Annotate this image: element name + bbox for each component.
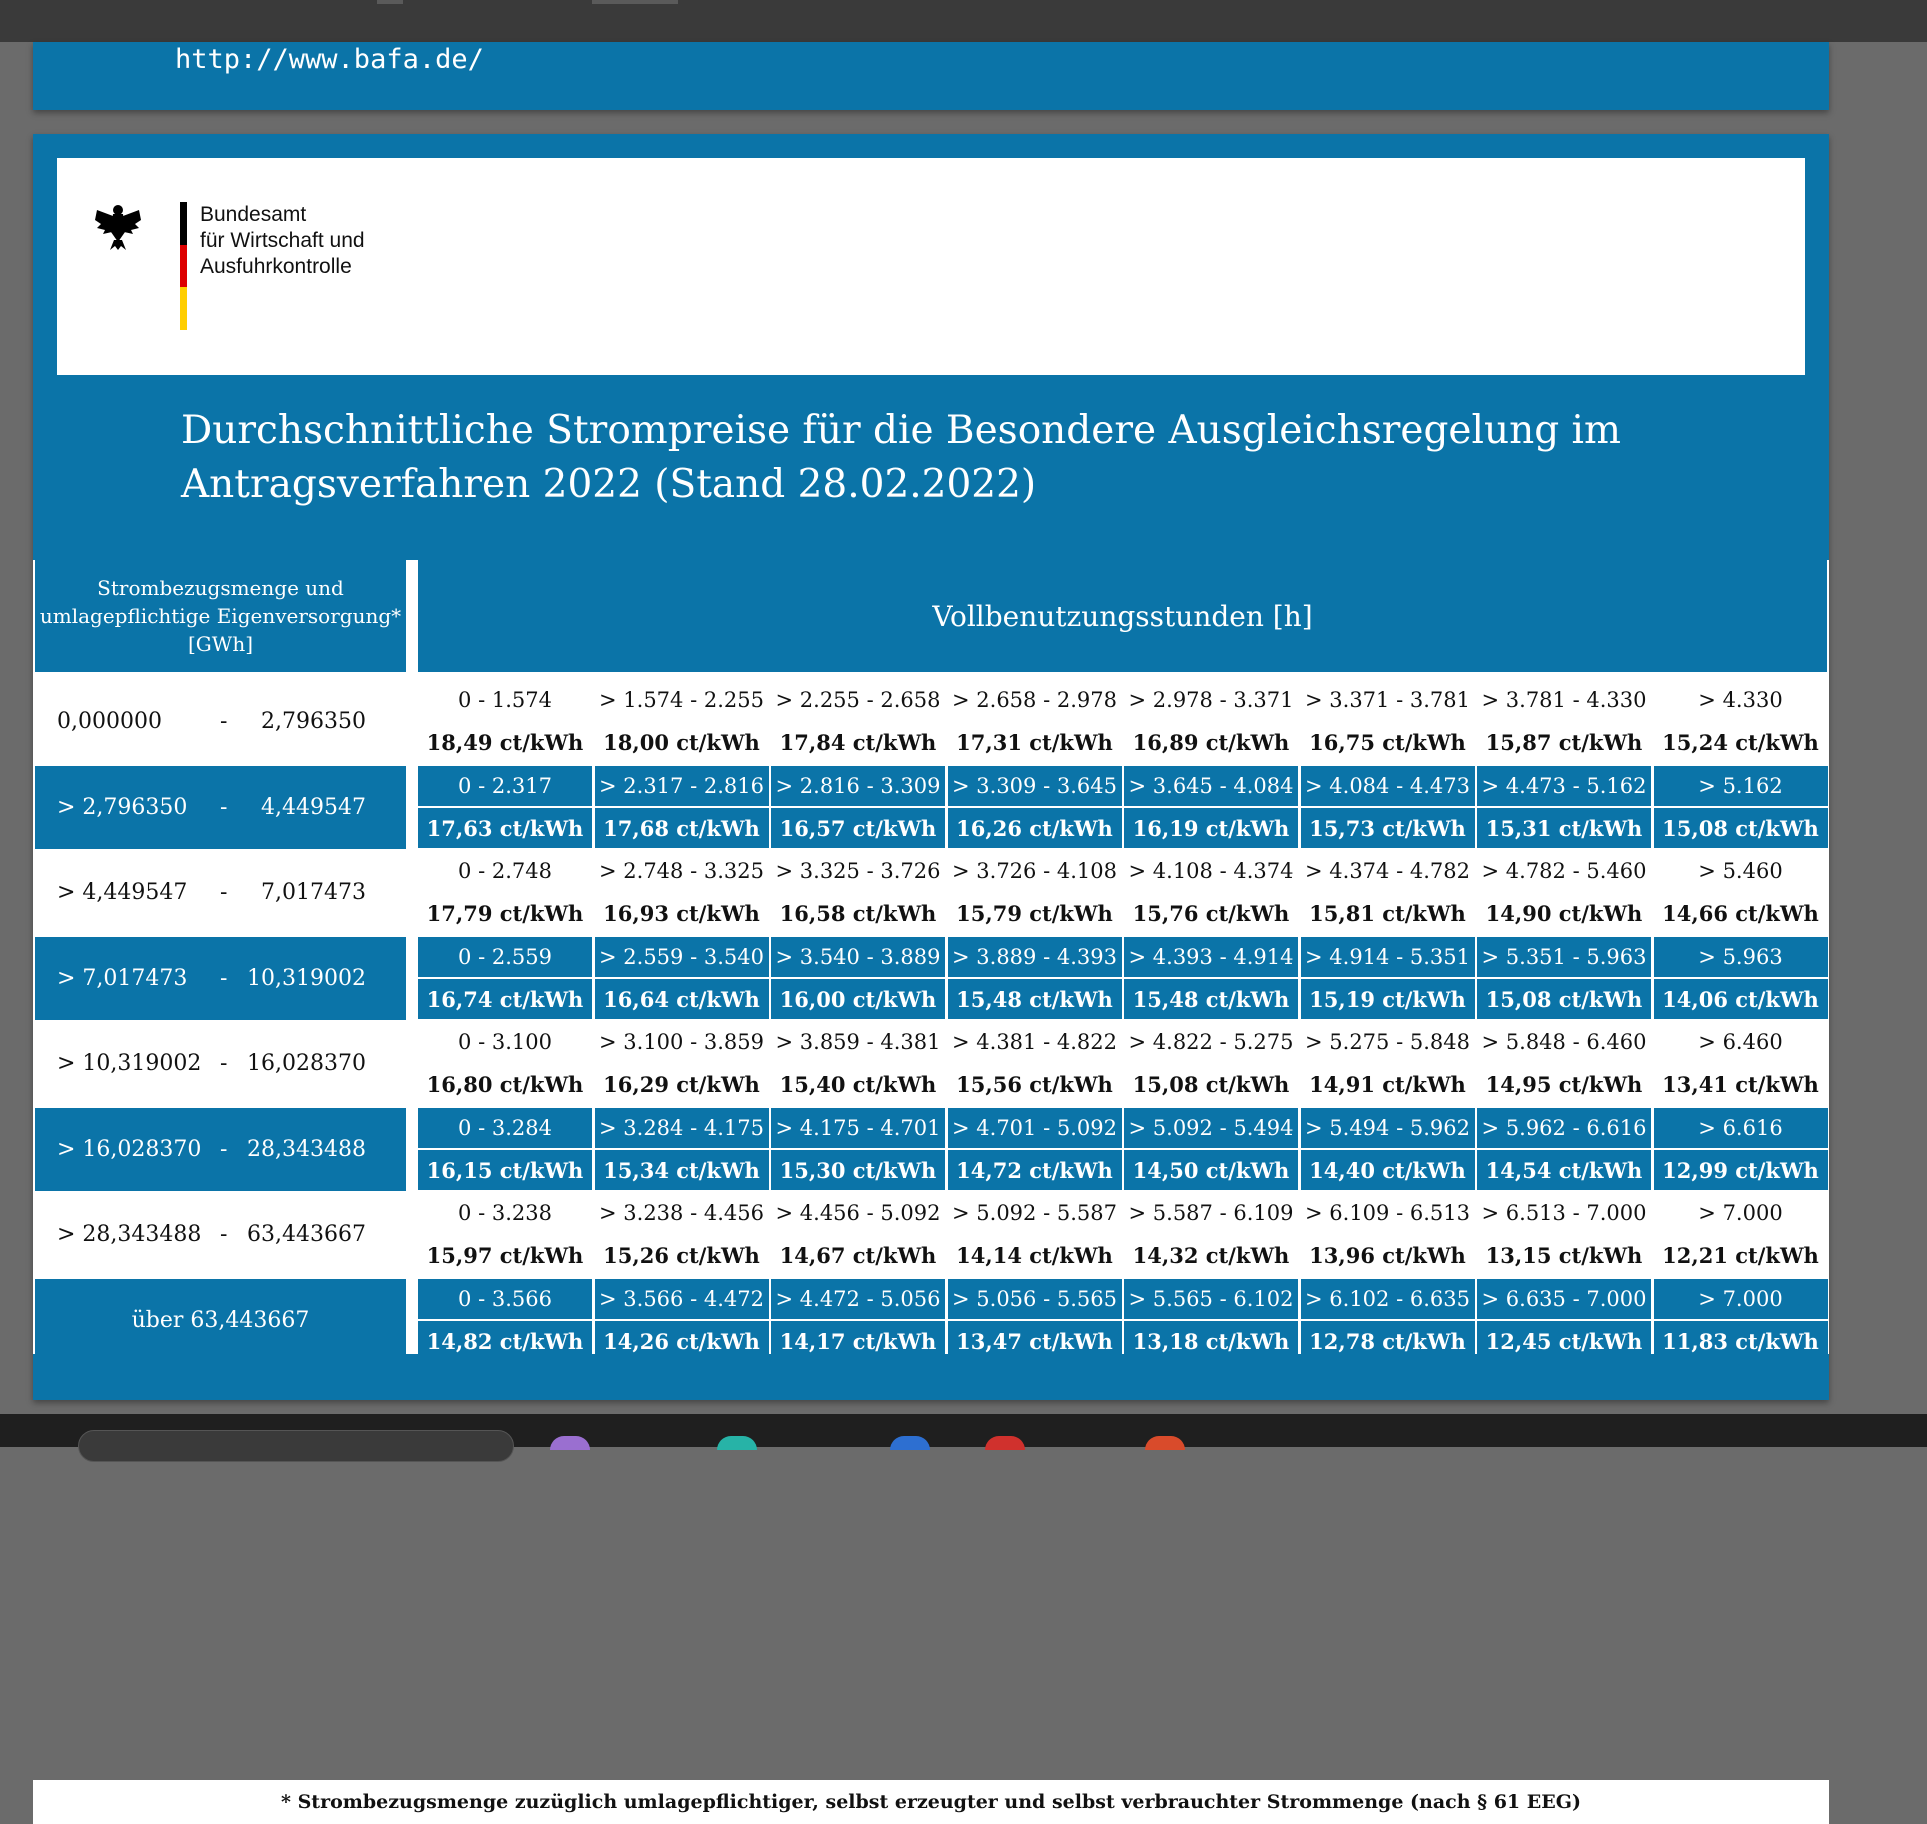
hours-range-cell: > 4.456 - 5.092 [771, 1193, 945, 1233]
price-cell: 16,64 ct/kWh [595, 979, 769, 1019]
consumption-range-row [35, 766, 406, 849]
consumption-from: > 10,319002 [57, 1051, 202, 1076]
hours-range-cell: > 3.325 - 3.726 [771, 851, 945, 891]
range-dash: - [220, 965, 228, 991]
hours-range-cell: > 4.822 - 5.275 [1124, 1022, 1298, 1062]
consumption-range-row [35, 1193, 406, 1276]
price-cell: 14,40 ct/kWh [1301, 1150, 1475, 1190]
price-cell: 14,91 ct/kWh [1301, 1065, 1475, 1105]
price-cell: 15,08 ct/kWh [1124, 1065, 1298, 1105]
hours-range-cell: > 6.513 - 7.000 [1477, 1193, 1651, 1233]
price-cell: 17,68 ct/kWh [595, 808, 769, 848]
page-card [33, 134, 1829, 1813]
consumption-range-row [35, 851, 406, 934]
price-cell: 16,80 ct/kWh [418, 1065, 592, 1105]
consumption-from: 0,000000 [57, 709, 162, 734]
hours-range-cell: > 4.701 - 5.092 [948, 1108, 1122, 1148]
price-cell: 14,14 ct/kWh [948, 1236, 1122, 1276]
consumption-to: 16,028370 [247, 1051, 366, 1076]
consumption-from: > 16,028370 [57, 1136, 202, 1162]
header-line: umlagepflichtige Eigenversorgung* [39, 604, 402, 628]
consumption-range-row [35, 1279, 406, 1362]
hours-header: Vollbenutzungsstunden [h] [418, 560, 1827, 672]
hours-range-cell: > 2.658 - 2.978 [948, 680, 1122, 720]
hours-range-cell: > 3.566 - 4.472 [595, 1279, 769, 1319]
hours-range-cell: > 4.381 - 4.822 [948, 1022, 1122, 1062]
price-cell: 15,34 ct/kWh [595, 1150, 769, 1190]
hours-range-cell: > 4.330 [1654, 680, 1828, 720]
left-column-header [35, 560, 406, 672]
hours-range-cell: 0 - 3.566 [418, 1279, 592, 1319]
hours-range-cell: > 5.092 - 5.587 [948, 1193, 1122, 1233]
hours-range-cell: > 5.494 - 5.962 [1301, 1108, 1475, 1148]
hours-range-cell: > 4.782 - 5.460 [1477, 851, 1651, 891]
consumption-to: 7,017473 [261, 880, 366, 905]
hours-range-cell: > 5.565 - 6.102 [1124, 1279, 1298, 1319]
hours-range-cell: > 3.889 - 4.393 [948, 937, 1122, 977]
hours-range-cell: > 4.175 - 4.701 [771, 1108, 945, 1148]
hours-range-cell: > 1.574 - 2.255 [595, 680, 769, 720]
consumption-to: 10,319002 [247, 965, 366, 991]
price-cell: 15,08 ct/kWh [1654, 808, 1828, 848]
price-cell: 15,73 ct/kWh [1301, 808, 1475, 848]
agency-logo-box [57, 158, 1805, 375]
range-dash: - [220, 1222, 228, 1247]
hours-range-cell: 0 - 3.100 [418, 1022, 592, 1062]
hours-range-cell: > 4.472 - 5.056 [771, 1279, 945, 1319]
price-cell: 16,15 ct/kWh [418, 1150, 592, 1190]
price-cell: 15,56 ct/kWh [948, 1065, 1122, 1105]
range-dash: - [220, 1051, 228, 1076]
title-line: Durchschnittliche Strompreise für die Besondere Ausgleichsregelung im [181, 408, 1622, 453]
app-icon[interactable] [1145, 1436, 1185, 1450]
price-cell: 15,31 ct/kWh [1477, 808, 1651, 848]
source-url[interactable]: http://www.bafa.de/ [175, 44, 484, 75]
price-cell: 14,50 ct/kWh [1124, 1150, 1298, 1190]
hours-range-cell: > 5.056 - 5.565 [948, 1279, 1122, 1319]
hours-range-cell: > 4.374 - 4.782 [1301, 851, 1475, 891]
agency-line: Bundesamt [200, 203, 307, 226]
os-taskbar [0, 1414, 1927, 1447]
viewer-toolbar [0, 0, 1927, 42]
price-cell: 13,18 ct/kWh [1124, 1321, 1298, 1361]
consumption-range-row [35, 680, 406, 763]
flag-stripe-gold [180, 287, 187, 330]
header-line: Strombezugsmenge und [97, 576, 344, 600]
app-icon[interactable] [717, 1436, 757, 1450]
hours-range-cell: > 3.309 - 3.645 [948, 766, 1122, 806]
header-line: [GWh] [187, 632, 254, 656]
price-cell: 15,79 ct/kWh [948, 894, 1122, 934]
title-line: Antragsverfahren 2022 (Stand 28.02.2022) [181, 462, 1037, 507]
price-cell: 15,97 ct/kWh [418, 1236, 592, 1276]
price-cell: 15,81 ct/kWh [1301, 894, 1475, 934]
price-cell: 14,66 ct/kWh [1654, 894, 1828, 934]
hours-range-cell: > 4.914 - 5.351 [1301, 937, 1475, 977]
footnote: * Strombezugsmenge zuzüglich umlagepflichtiger, selbst erzeugter und selbst verbrauchter Strommenge (nach § 61 EEG) [33, 1780, 1829, 1824]
app-icon[interactable] [890, 1436, 930, 1450]
price-cell: 14,06 ct/kWh [1654, 979, 1828, 1019]
hours-range-cell: 0 - 2.748 [418, 851, 592, 891]
hours-range-cell: > 6.460 [1654, 1022, 1828, 1062]
hours-range-cell: 0 - 3.284 [418, 1108, 592, 1148]
hours-range-cell: > 3.540 - 3.889 [771, 937, 945, 977]
range-dash: - [220, 794, 228, 820]
flag-stripe-red [180, 245, 187, 288]
agency-line: für Wirtschaft und [200, 229, 365, 252]
page-card-previous [33, 42, 1829, 110]
price-cell: 12,78 ct/kWh [1301, 1321, 1475, 1361]
consumption-range-row [35, 937, 406, 1020]
price-cell: 17,63 ct/kWh [418, 808, 592, 848]
hours-range-cell: 0 - 3.238 [418, 1193, 592, 1233]
consumption-from: > 2,796350 [57, 794, 188, 820]
hours-range-cell: > 3.645 - 4.084 [1124, 766, 1298, 806]
federal-eagle-icon [93, 202, 143, 252]
toolbar-tab[interactable] [377, 0, 403, 4]
range-dash: - [220, 709, 228, 734]
hours-range-cell: > 3.726 - 4.108 [948, 851, 1122, 891]
agency-name [200, 202, 365, 280]
price-cell: 17,84 ct/kWh [771, 723, 945, 763]
price-cell: 13,41 ct/kWh [1654, 1065, 1828, 1105]
hours-range-cell: > 3.100 - 3.859 [595, 1022, 769, 1062]
hours-range-cell: > 2.816 - 3.309 [771, 766, 945, 806]
price-cell: 16,74 ct/kWh [418, 979, 592, 1019]
price-cell: 14,67 ct/kWh [771, 1236, 945, 1276]
app-icon[interactable] [550, 1436, 590, 1450]
hours-range-cell: > 3.859 - 4.381 [771, 1022, 945, 1062]
german-flag-bar [180, 202, 187, 330]
hours-range-cell: > 6.102 - 6.635 [1301, 1279, 1475, 1319]
flag-stripe-black [180, 202, 187, 245]
hours-range-cell: > 7.000 [1654, 1193, 1828, 1233]
hours-range-cell: > 5.092 - 5.494 [1124, 1108, 1298, 1148]
consumption-from: > 28,343488 [57, 1222, 202, 1247]
hours-range-cell: 0 - 2.317 [418, 766, 592, 806]
app-icon[interactable] [985, 1436, 1025, 1450]
price-cell: 12,21 ct/kWh [1654, 1236, 1828, 1276]
hours-range-cell: > 2.317 - 2.816 [595, 766, 769, 806]
hours-range-cell: > 5.848 - 6.460 [1477, 1022, 1651, 1062]
hours-range-cell: > 6.635 - 7.000 [1477, 1279, 1651, 1319]
hours-range-cell: > 5.275 - 5.848 [1301, 1022, 1475, 1062]
hours-range-cell: 0 - 1.574 [418, 680, 592, 720]
price-cell: 15,24 ct/kWh [1654, 723, 1828, 763]
hours-range-cell: > 2.748 - 3.325 [595, 851, 769, 891]
price-cell: 13,47 ct/kWh [948, 1321, 1122, 1361]
price-cell: 17,79 ct/kWh [418, 894, 592, 934]
hours-range-cell: > 7.000 [1654, 1279, 1828, 1319]
consumption-from: > 4,449547 [57, 880, 188, 905]
consumption-from: > 7,017473 [57, 965, 188, 991]
hours-range-cell: > 5.351 - 5.963 [1477, 937, 1651, 977]
price-cell: 13,15 ct/kWh [1477, 1236, 1651, 1276]
price-cell: 16,26 ct/kWh [948, 808, 1122, 848]
price-cell: 16,57 ct/kWh [771, 808, 945, 848]
price-cell: 12,99 ct/kWh [1654, 1150, 1828, 1190]
hours-range-cell: > 3.781 - 4.330 [1477, 680, 1651, 720]
hours-range-cell: > 5.962 - 6.616 [1477, 1108, 1651, 1148]
price-cell: 15,48 ct/kWh [948, 979, 1122, 1019]
price-cell: 14,54 ct/kWh [1477, 1150, 1651, 1190]
price-cell: 16,29 ct/kWh [595, 1065, 769, 1105]
price-cell: 15,19 ct/kWh [1301, 979, 1475, 1019]
hours-range-cell: > 3.284 - 4.175 [595, 1108, 769, 1148]
price-cell: 15,48 ct/kWh [1124, 979, 1298, 1019]
hours-range-cell: > 3.371 - 3.781 [1301, 680, 1475, 720]
document-title [181, 404, 1741, 512]
hours-range-cell: > 4.393 - 4.914 [1124, 937, 1298, 977]
hours-range-cell: > 2.978 - 3.371 [1124, 680, 1298, 720]
consumption-to: 2,796350 [261, 709, 366, 734]
consumption-to: 63,443667 [247, 1222, 366, 1247]
taskbar-search-field[interactable] [78, 1430, 514, 1462]
price-cell: 15,30 ct/kWh [771, 1150, 945, 1190]
price-cell: 16,00 ct/kWh [771, 979, 945, 1019]
consumption-to: 28,343488 [247, 1136, 366, 1162]
hours-range-cell: > 5.963 [1654, 937, 1828, 977]
hours-range-cell: > 3.238 - 4.456 [595, 1193, 769, 1233]
toolbar-tab[interactable] [592, 0, 678, 4]
price-cell: 16,58 ct/kWh [771, 894, 945, 934]
consumption-range-row [35, 1022, 406, 1105]
hours-range-cell: > 4.084 - 4.473 [1301, 766, 1475, 806]
price-cell: 15,26 ct/kWh [595, 1236, 769, 1276]
range-dash: - [220, 880, 228, 905]
price-cell: 11,83 ct/kWh [1654, 1321, 1828, 1361]
consumption-label: über 63,443667 [131, 1307, 310, 1333]
agency-line: Ausfuhrkontrolle [200, 255, 352, 278]
price-cell: 14,17 ct/kWh [771, 1321, 945, 1361]
price-cell: 14,72 ct/kWh [948, 1150, 1122, 1190]
price-cell: 18,49 ct/kWh [418, 723, 592, 763]
range-dash: - [220, 1136, 228, 1162]
hours-range-cell: > 2.255 - 2.658 [771, 680, 945, 720]
price-cell: 14,32 ct/kWh [1124, 1236, 1298, 1276]
consumption-to: 4,449547 [261, 794, 366, 820]
price-cell: 15,40 ct/kWh [771, 1065, 945, 1105]
price-cell: 15,87 ct/kWh [1477, 723, 1651, 763]
hours-range-cell: > 4.473 - 5.162 [1477, 766, 1651, 806]
price-cell: 15,76 ct/kWh [1124, 894, 1298, 934]
hours-range-cell: 0 - 2.559 [418, 937, 592, 977]
consumption-range-row [35, 1108, 406, 1191]
hours-range-cell: > 6.109 - 6.513 [1301, 1193, 1475, 1233]
price-cell: 12,45 ct/kWh [1477, 1321, 1651, 1361]
price-cell: 17,31 ct/kWh [948, 723, 1122, 763]
hours-range-cell: > 2.559 - 3.540 [595, 937, 769, 977]
price-cell: 16,75 ct/kWh [1301, 723, 1475, 763]
price-cell: 14,90 ct/kWh [1477, 894, 1651, 934]
hours-range-cell: > 5.162 [1654, 766, 1828, 806]
price-cell: 16,93 ct/kWh [595, 894, 769, 934]
price-cell: 14,26 ct/kWh [595, 1321, 769, 1361]
hours-range-cell: > 4.108 - 4.374 [1124, 851, 1298, 891]
hours-range-cell: > 5.587 - 6.109 [1124, 1193, 1298, 1233]
price-cell: 18,00 ct/kWh [595, 723, 769, 763]
hours-range-cell: > 6.616 [1654, 1108, 1828, 1148]
price-cell: 15,08 ct/kWh [1477, 979, 1651, 1019]
price-cell: 14,82 ct/kWh [418, 1321, 592, 1361]
price-cell: 16,19 ct/kWh [1124, 808, 1298, 848]
price-cell: 14,95 ct/kWh [1477, 1065, 1651, 1105]
price-table [33, 560, 1829, 1813]
price-cell: 16,89 ct/kWh [1124, 723, 1298, 763]
hours-range-cell: > 5.460 [1654, 851, 1828, 891]
price-cell: 13,96 ct/kWh [1301, 1236, 1475, 1276]
